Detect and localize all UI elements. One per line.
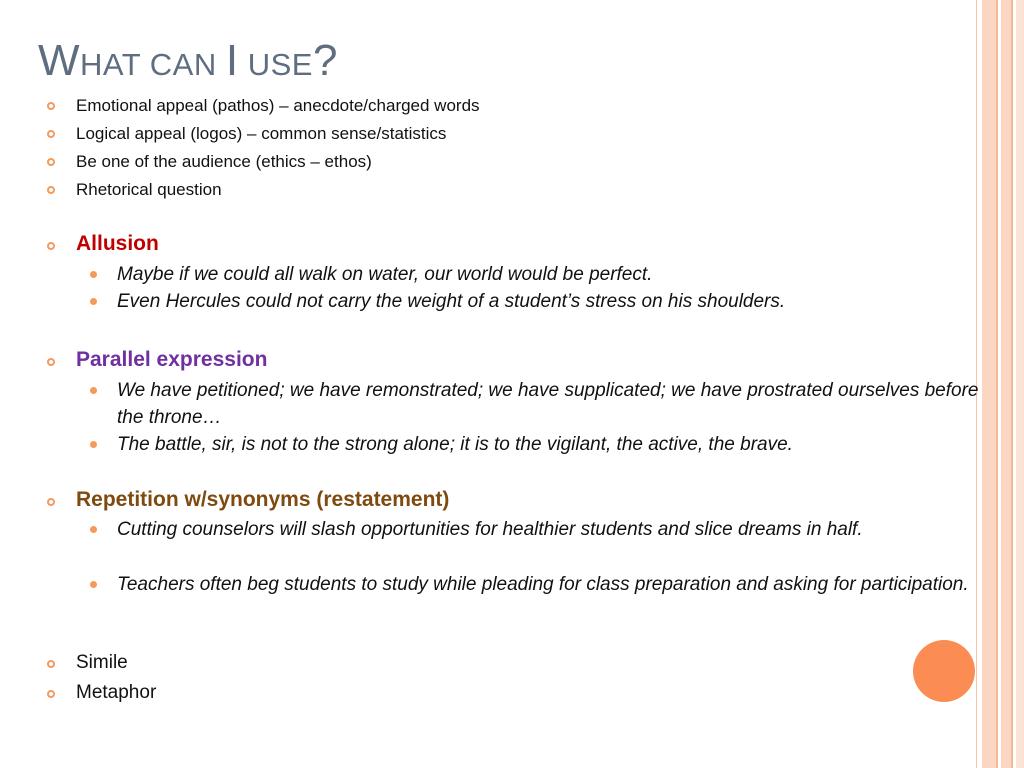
bullet-icon xyxy=(47,690,55,698)
list-item: Simile xyxy=(76,652,128,673)
decor-stripe xyxy=(996,0,998,768)
example-text: Maybe if we could all walk on water, our world would be perfect. xyxy=(117,264,653,285)
decor-stripe xyxy=(1016,0,1024,768)
example-text: The battle, sir, is not to the strong alone; it is to the vigilant, the active, the brave. xyxy=(117,434,793,455)
section-heading-repetition: Repetition w/synonyms (restatement) xyxy=(76,488,450,511)
example-text: Cutting counselors will slash opportunities for healthier students and slice dreams in half. xyxy=(117,519,863,540)
section-heading-parallel: Parallel expression xyxy=(76,348,268,371)
bullet-icon xyxy=(47,102,55,110)
example-text: Teachers often beg students to study while pleading for class preparation and asking for participation. xyxy=(117,574,969,595)
list-item: Metaphor xyxy=(76,682,157,703)
section-heading-allusion: Allusion xyxy=(76,232,159,255)
bullet-icon xyxy=(90,526,97,533)
decor-stripe xyxy=(1001,0,1011,768)
bullet-icon xyxy=(90,581,97,588)
bullet-icon xyxy=(47,498,55,506)
title-segment: I xyxy=(225,36,239,85)
bullet-icon xyxy=(47,158,55,166)
decor-stripe xyxy=(982,0,996,768)
list-item: Rhetorical question xyxy=(76,180,222,199)
slide-title xyxy=(38,36,338,90)
title-segment: HAT CAN xyxy=(80,47,226,82)
bullet-icon xyxy=(47,130,55,138)
decor-circle xyxy=(913,640,975,702)
list-item: Be one of the audience (ethics – ethos) xyxy=(76,152,372,171)
title-segment: ? xyxy=(312,36,338,85)
bullet-icon xyxy=(90,298,97,305)
decor-stripe xyxy=(1011,0,1013,768)
bullet-icon xyxy=(90,441,97,448)
bullet-icon xyxy=(47,186,55,194)
title-segment: W xyxy=(38,36,81,85)
example-text: We have petitioned; we have remonstrated; we have supplicated; we have prostrated ourselves before the throne… xyxy=(117,380,979,428)
example-text: Even Hercules could not carry the weight of a student’s stress on his shoulders. xyxy=(117,291,786,312)
list-item: Emotional appeal (pathos) – anecdote/charged words xyxy=(76,96,480,115)
list-item: Logical appeal (logos) – common sense/statistics xyxy=(76,124,447,143)
bullet-icon xyxy=(47,242,55,250)
title-segment: USE xyxy=(238,47,313,82)
bullet-icon xyxy=(47,660,55,668)
bullet-icon xyxy=(47,358,55,366)
bullet-icon xyxy=(90,387,97,394)
bullet-icon xyxy=(90,271,97,278)
